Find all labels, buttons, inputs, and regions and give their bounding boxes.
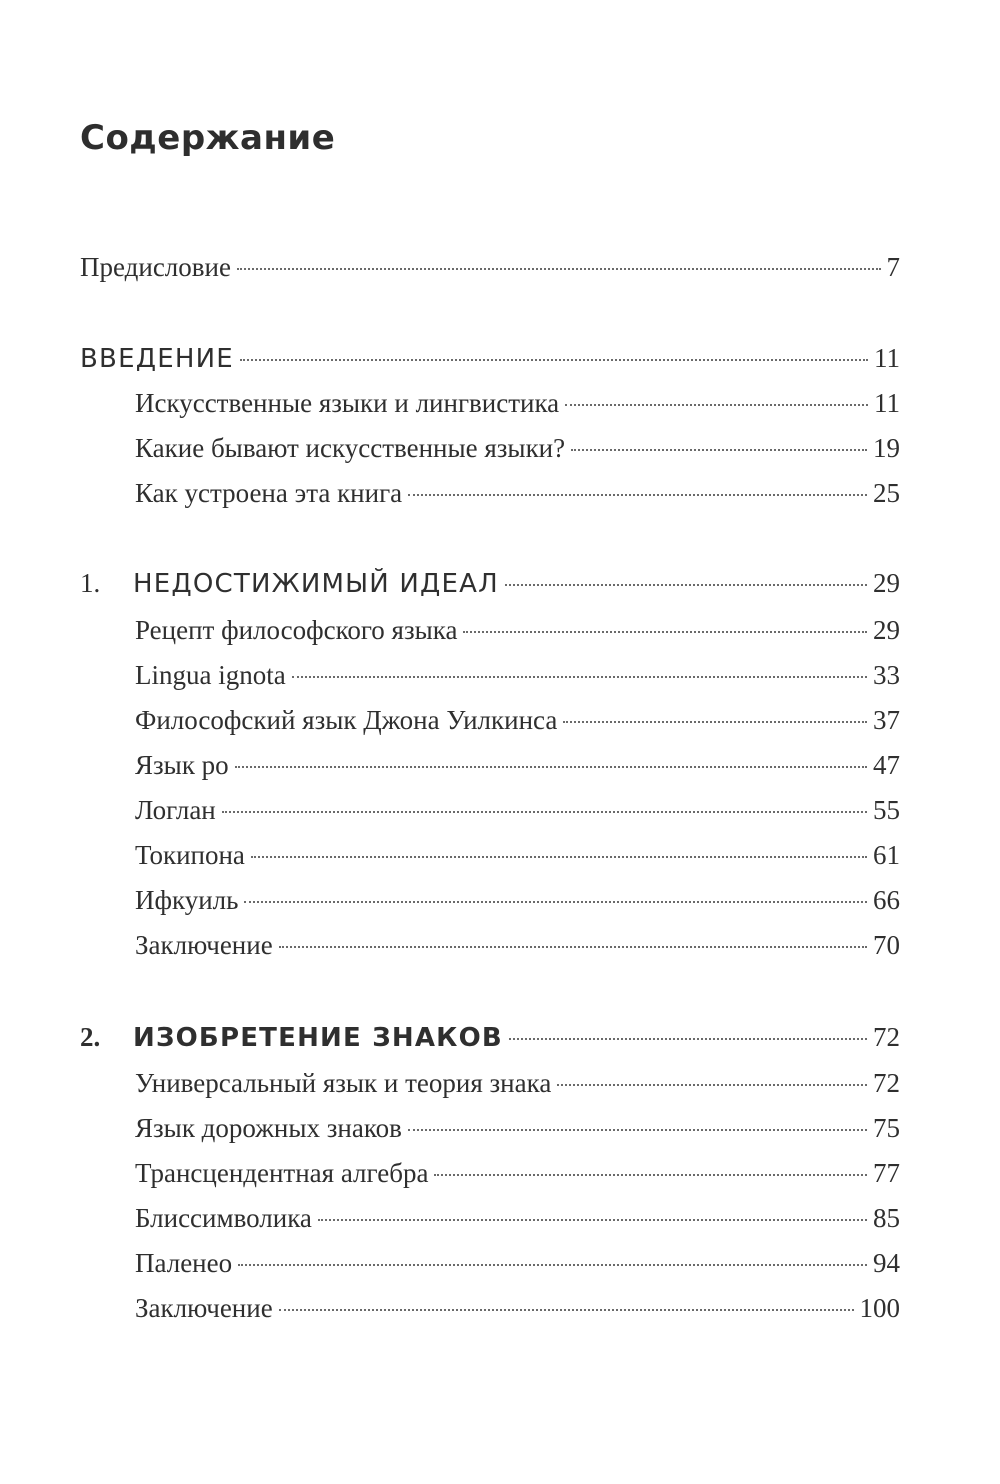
dot-leader (244, 901, 867, 903)
toc-page-number: 77 (873, 1158, 900, 1188)
dot-leader (505, 584, 867, 586)
page-title: Содержание (80, 118, 336, 158)
toc-entry[interactable] (135, 1153, 900, 1193)
toc-entry[interactable] (135, 655, 900, 695)
toc-page-number: 47 (873, 750, 900, 780)
dot-leader (408, 494, 867, 496)
toc-entry-preface[interactable] (80, 247, 900, 287)
toc-page-number: 70 (873, 930, 900, 960)
toc-entry-label: Lingua ignota (135, 660, 286, 690)
dot-leader (571, 449, 867, 451)
toc-page-number: 100 (859, 1293, 900, 1323)
dot-leader (408, 1129, 867, 1131)
toc-entry[interactable] (135, 790, 900, 830)
dot-leader (463, 631, 867, 633)
toc-page-number: 66 (873, 885, 900, 915)
toc-entry[interactable] (135, 383, 900, 423)
toc-page-number: 75 (873, 1113, 900, 1143)
toc-entry-label: Заключение (135, 930, 273, 960)
toc-page-number: 19 (873, 433, 900, 463)
toc-entry[interactable] (135, 745, 900, 785)
toc-entry-label: Как устроена эта книга (135, 478, 403, 508)
toc-entry[interactable] (135, 428, 900, 468)
dot-leader (557, 1084, 867, 1086)
toc-section-label: ИЗОБРЕТЕНИЕ ЗНАКОВ (133, 1023, 503, 1053)
toc-page-number: 11 (874, 388, 900, 418)
toc-entry-label: Какие бывают искусственные языки? (135, 433, 566, 463)
dot-leader (251, 856, 867, 858)
dot-leader (235, 766, 867, 768)
toc-entry-label: Предисловие (80, 252, 231, 282)
toc-page-number: 55 (873, 795, 900, 825)
toc-page-number: 11 (874, 343, 900, 373)
dot-leader (292, 676, 867, 678)
toc-entry[interactable] (135, 1243, 900, 1283)
toc-page-number: 29 (873, 568, 900, 598)
toc-page-number: 25 (873, 478, 900, 508)
toc-page-number: 72 (873, 1068, 900, 1098)
dot-leader (237, 268, 881, 270)
dot-leader (318, 1219, 867, 1221)
toc-entry-label: Трансцендентная алгебра (135, 1158, 429, 1188)
toc-entry[interactable] (135, 1198, 900, 1238)
dot-leader (565, 404, 868, 406)
toc-entry-label: Язык дорожных знаков (135, 1113, 402, 1143)
toc-chapter-number: 2. (80, 1022, 101, 1052)
dot-leader (238, 1264, 867, 1266)
toc-section-label: НЕДОСТИЖИМЫЙ ИДЕАЛ (133, 569, 499, 599)
toc-entry-label: Универсальный язык и теория знака (135, 1068, 552, 1098)
toc-page-number: 61 (873, 840, 900, 870)
toc-entry-label: Паленео (135, 1248, 233, 1278)
toc-entry[interactable] (135, 1063, 900, 1103)
toc-page-number: 94 (873, 1248, 900, 1278)
dot-leader (222, 811, 867, 813)
toc-page-number: 72 (873, 1022, 900, 1052)
toc-entry-label: Рецепт философского языка (135, 615, 458, 645)
dot-leader (563, 721, 867, 723)
dot-leader (509, 1038, 867, 1040)
toc-entry[interactable] (135, 1288, 900, 1328)
toc-page-number: 29 (873, 615, 900, 645)
dot-leader (279, 1309, 854, 1311)
toc-entry-label: Логлан (135, 795, 216, 825)
toc-entry-label: Ифкуиль (135, 885, 239, 915)
toc-page-number: 7 (886, 252, 900, 282)
toc-entry[interactable] (135, 700, 900, 740)
toc-entry[interactable] (135, 835, 900, 875)
toc-entry-label: Язык ро (135, 750, 229, 780)
toc-entry[interactable] (135, 925, 900, 965)
dot-leader (434, 1174, 867, 1176)
toc-chapter-1[interactable] (80, 563, 900, 603)
toc-section-introduction[interactable] (80, 338, 900, 378)
toc-entry-label: Токипона (135, 840, 245, 870)
toc-entry[interactable] (135, 473, 900, 513)
dot-leader (279, 946, 867, 948)
toc-page-number: 85 (873, 1203, 900, 1233)
toc-page-number: 33 (873, 660, 900, 690)
toc-entry-label: Философский язык Джона Уилкинса (135, 705, 558, 735)
dot-leader (240, 359, 868, 361)
toc-entry-label: Блиссимволика (135, 1203, 312, 1233)
toc-chapter-number: 1. (80, 568, 101, 598)
toc-page-number: 37 (873, 705, 900, 735)
toc-chapter-2[interactable] (80, 1017, 900, 1057)
toc-entry-label: Заключение (135, 1293, 273, 1323)
toc-entry[interactable] (135, 880, 900, 920)
toc-entry-label: Искусственные языки и лингвистика (135, 388, 560, 418)
toc-section-label: ВВЕДЕНИЕ (80, 344, 234, 374)
toc-entry[interactable] (135, 1108, 900, 1148)
toc-entry[interactable] (135, 610, 900, 650)
